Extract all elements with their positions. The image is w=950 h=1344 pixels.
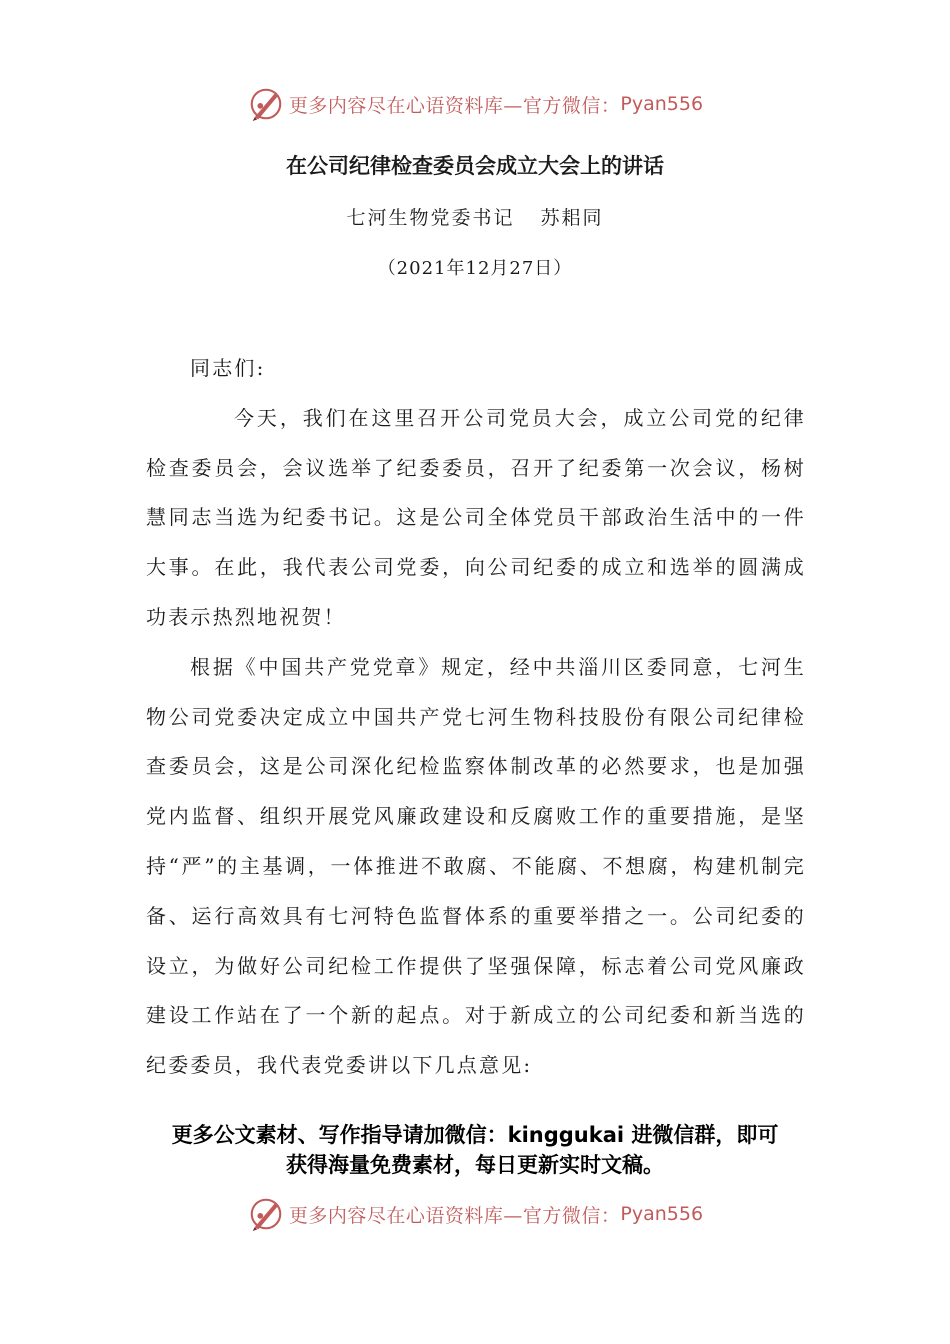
document-author	[0, 203, 950, 230]
promo-notice	[0, 1120, 950, 1180]
paragraph-2: 根据《中国共产党党章》规定，经中共淄川区委同意，七河生物公司党委决定成立中国共产党七河生物科技股份有限公司纪律检查委员会，这是公司深化纪检监察体制改革的必然要求，也是加强党内监督、组织开展党风廉政建设和反腐败工作的重要措施，是坚持“严”的主基调，一体推进不敢腐、不能腐、不想腐，构建机制完备、运行高效具有七河特色监督体系的重要举措之一。公司纪委的设立，为做好公司纪检工作提供了坚强保障，标志着公司党风廉政建设工作站在了一个新的起点。对于新成立的公司纪委和新当选的纪委委员，我代表党委讲以下几点意见:	[146, 654, 806, 1078]
watermark-header	[0, 82, 950, 126]
watermark-id: Pyan556	[620, 93, 704, 115]
watermark-id: Pyan556	[620, 1203, 704, 1225]
pen-logo-icon	[247, 1195, 285, 1233]
promo-line-2: 获得海量免费素材，每日更新实时文稿。	[286, 1153, 664, 1177]
promo-line-1: 更多公文素材、写作指导请加微信：kinggukai 进微信群，即可	[171, 1123, 779, 1147]
author-name: 苏耜同	[540, 207, 604, 229]
watermark-footer	[0, 1192, 950, 1236]
author-role: 七河生物党委书记	[346, 207, 515, 229]
pen-logo-icon	[247, 85, 285, 123]
document-date: （2021年12月27日）	[377, 258, 573, 279]
document-body	[146, 344, 806, 1091]
watermark-text: 更多内容尽在心语资料库—官方微信：	[288, 94, 621, 117]
paragraph-1: 今天，我们在这里召开公司党员大会，成立公司党的纪律检查委员会，会议选举了纪委委员，召开了纪委第一次会议，杨树慧同志当选为纪委书记。这是公司全体党员干部政治生活中的一件大事。在此，我代表公司党委，向公司纪委的成立和选举的圆满成功表示热烈地祝贺！	[146, 405, 806, 629]
document-title: 在公司纪律检查委员会成立大会上的讲话	[286, 153, 664, 178]
greeting: 同志们:	[190, 356, 266, 380]
watermark-text: 更多内容尽在心语资料库—官方微信：	[288, 1204, 621, 1227]
